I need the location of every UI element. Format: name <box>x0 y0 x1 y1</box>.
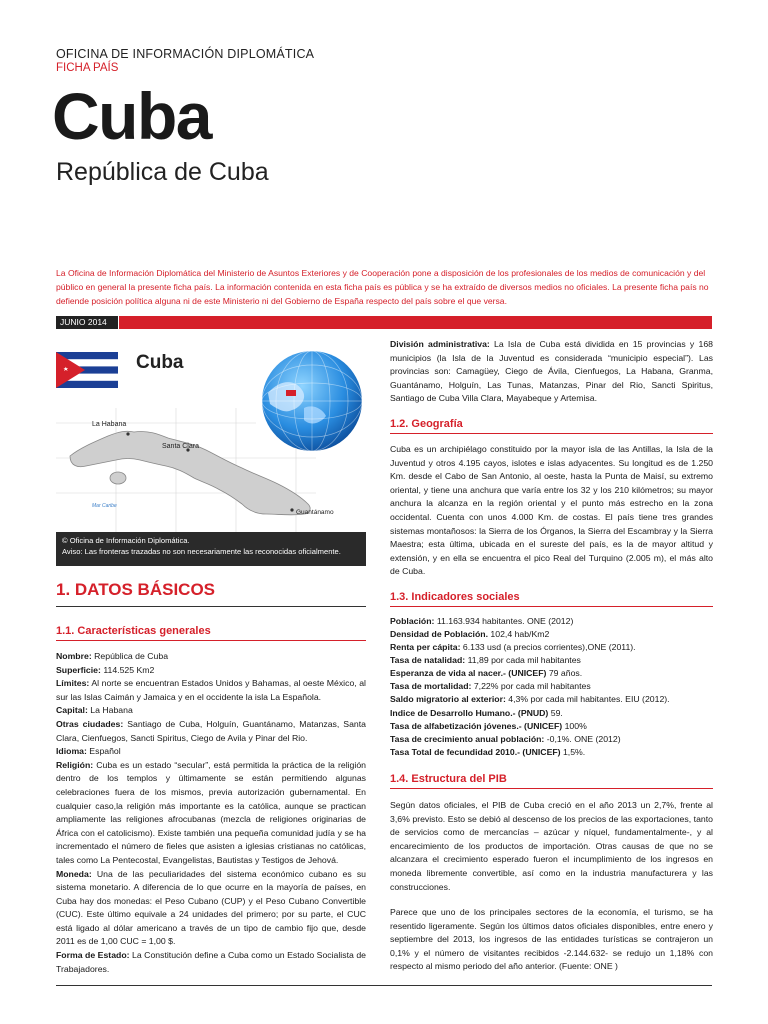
indicator-item: Tasa de natalidad: 11,89 por cada mil habitantes <box>390 655 581 666</box>
date-bar <box>56 316 712 329</box>
char-item: Otras ciudades: Santiago de Cuba, Holguín, Guantánamo, Matanzas, Santa Clara, Cienfuegos, Sancti Spiritus, Ciego de Avila y Pinar del Rio. <box>56 718 366 743</box>
map-caption-line2: Aviso: Las fronteras trazadas no son necesariamente las reconocidas oficialmente. <box>62 547 341 556</box>
char-item: Nombre: República de Cuba <box>56 651 169 661</box>
indicator-item: Densidad de Población. 102,4 hab/Km2 <box>390 629 550 639</box>
section-1-1-title: 1.1. Características generales <box>56 625 211 637</box>
indicator-item: Tasa Total de fecundidad 2010.- (UNICEF) 1,5%. <box>390 746 586 757</box>
char-item: Idioma: Español <box>56 746 121 757</box>
map-caption <box>56 532 366 566</box>
map-country-label: Cuba <box>136 352 184 373</box>
pib-paragraph-1: Según datos oficiales, el PIB de Cuba creció en el año 2013 un 2,7%, frente al 3,6% previsto. Esto se debió al descenso de los precios de las exportaciones, tanto de servicios como de mercancías – azúcar y níquel, fundamentalmente-, y al encarecimiento de los productos de importación. Otras causas de que no se alcanzara el crecimiento esperado fueron el incumplimiento de los ingresos en moneda libremente convertible, así como en la industria manufacturera y las construcciones. <box>390 799 713 892</box>
page-title: Cuba <box>52 79 211 153</box>
map-label-santa-clara: Santa Clara <box>162 443 199 450</box>
left-column <box>56 338 366 976</box>
indicator-item: Saldo migratorio al exterior: 4,3% por cada mil habitantes. EIU (2012). <box>390 694 670 705</box>
document-type: FICHA PAÍS <box>56 62 119 74</box>
indicator-item: Tasa de alfabetización jóvenes.- (UNICEF) 100% <box>390 720 587 731</box>
footer-rule <box>56 985 712 986</box>
map-label-guantanamo: Guantánamo <box>296 509 334 516</box>
cuba-flag-icon <box>56 352 118 388</box>
char-item: Capital: La Habana <box>56 705 133 716</box>
geografia-paragraph: Cuba es un archipiélago constituido por la mayor isla de las Antillas, la Isla de la Juventud y otros 4.195 cayos, islotes e islas adyacentes. Su longitud es de 1.250 Km. desde el Cabo de San Antonio, al oeste, hasta la Punta de Maisí, su extremo oriental, y tiene una anchura que varía entre los 32 y los 210 kilómetros; su mayor anchura la alcanza en la región oriental y el punto más estrecho en la zona occidental. Cuenta con unos 4.000 Km. de costas. El país tiene tres grandes sistemas montañosos: la Sierra de los Órganos, la Sierra del Escambray y la Sierra Maestra; esta última, ubicada en el sureste del país, es la de mayor altitud y extensión, y en ella se encuentra el pico Real del Turquino (2.005 m), el más alto de Cuba. <box>390 443 713 577</box>
indicator-item: Indice de Desarrollo Humano.- (PNUD) 59. <box>390 707 563 718</box>
map-figure <box>56 338 366 566</box>
char-item: Superficie: 114.525 Km2 <box>56 664 155 675</box>
division-paragraph: División administrativa: La Isla de Cuba está dividida en 15 provincias y 168 municipios (la Isla de la Juventud es considerada “municipio especial”). Las provincias son: Camagüey, Ciego de Ávila, Cienfuegos, La Habana, Granma, Guantánamo, Holguín, Las Tunas, Matanzas, Pinar del Rio, Sancti Spiritus, Santiago de Cuba Villa Clara, Mayabeque y Artemisa. <box>390 339 713 404</box>
char-item: Límites: Al norte se encuentran Estados Unidos y Bahamas, al oeste México, al sur las Islas Caimán y Jamaica y en el occidente la isla La Española. <box>56 678 366 702</box>
indicator-item: Tasa de crecimiento anual población: -0,1%. ONE (2012) <box>390 733 621 744</box>
page-subtitle: República de Cuba <box>56 158 269 186</box>
indicator-item: Esperanza de vida al nacer.- (UNICEF) 79 años. <box>390 668 583 679</box>
indicator-item: Tasa de mortalidad: 7,22% por cada mil habitantes <box>390 681 591 692</box>
section-1-2-title: 1.2. Geografía <box>390 417 463 430</box>
indicator-item: Población: 11.163.934 habitantes. ONE (2012) <box>390 615 574 626</box>
char-item: Forma de Estado: La Constitución define a Cuba como un Estado Socialista de Trabajadores. <box>56 950 366 974</box>
indicators-list <box>390 615 713 759</box>
globe-icon <box>262 351 362 451</box>
map-caption-line1: © Oficina de Información Diplomática. <box>62 536 190 545</box>
characteristics-list <box>56 650 366 976</box>
right-column <box>390 338 713 974</box>
disclaimer-text: La Oficina de Información Diplomática del Ministerio de Asuntos Exteriores y de Cooperación pone a disposición de los profesionales de los medios de comunicación y del público en general la presente ficha país. La información contenida en esta ficha país es pública y se ha extraído de diversos medios no oficiales. La presente ficha país no defiende posición política alguna ni de este Ministerio ni del Gobierno de España respecto del país sobre el que versa. <box>56 268 709 306</box>
indicator-item: Renta per cápita: 6.133 usd (a precios corrientes),ONE (2011). <box>390 642 636 653</box>
office-name: OFICINA DE INFORMACIÓN DIPLOMÁTICA <box>56 47 315 61</box>
char-item: Religión: Cuba es un estado “secular”, está permitida la práctica de la religión dentro de los templos y últimamente se están permitiendo algunas celebraciones fuera de los mismos, previa autorización gubernamental. En cualquier caso,la religión más importante es la católica, aunque se practican ampliamente las religiones afrocubanas (mezcla de religiones originarias de África con el catolicismo). Existe también una pequeña comunidad judía y se ha incrementado el número de fieles que asisten a iglesias cristianas no católicas, tales como La Pentecostal, Evangelistas, Bautistas y Testigos de Jehová. <box>56 759 366 865</box>
section-1-4-title: 1.4. Estructura del PIB <box>390 772 507 785</box>
isla-juventud-shape <box>110 472 126 484</box>
map-label-mar-caribe: Mar Caribe <box>92 503 117 509</box>
section-1-3-title: 1.3. Indicadores sociales <box>390 590 520 603</box>
map-label-habana: La Habana <box>92 421 127 428</box>
char-item: Moneda: Una de las peculiaridades del sistema económico cubano es su sistema monetario. A diferencia de lo que ocurre en la mayoría de países, en Cuba hay dos monedas: el Peso Cubano (CUP) y el Peso Cubano Convertible (CUC). Este último equivale a 24 unidades del primero; por su parte, el CUC está ligado al dólar americano a través de un tipo de cambio fijo que, desde 2011 es de 1,00 CUC = 1,00 $. <box>56 868 366 947</box>
date-bar-rule <box>119 316 712 329</box>
section-1-title: 1. DATOS BÁSICOS <box>56 580 216 599</box>
date-label: JUNIO 2014 <box>56 316 118 329</box>
pib-paragraph-2: Parece que uno de los principales sectores de la economía, el turismo, se ha resentido ligeramente. Según los últimos datos oficiales disponibles, entre enero y septiembre del 2013, los ingresos de las entidades turísticas se contrajeron un 0,1% y el número de visitantes recibidos -2.144.632- se redujo un 1,18% con respecto al mismo periodo del año anterior. (Fuente: ONE ) <box>390 907 713 972</box>
cuba-map-illustration <box>56 338 366 532</box>
